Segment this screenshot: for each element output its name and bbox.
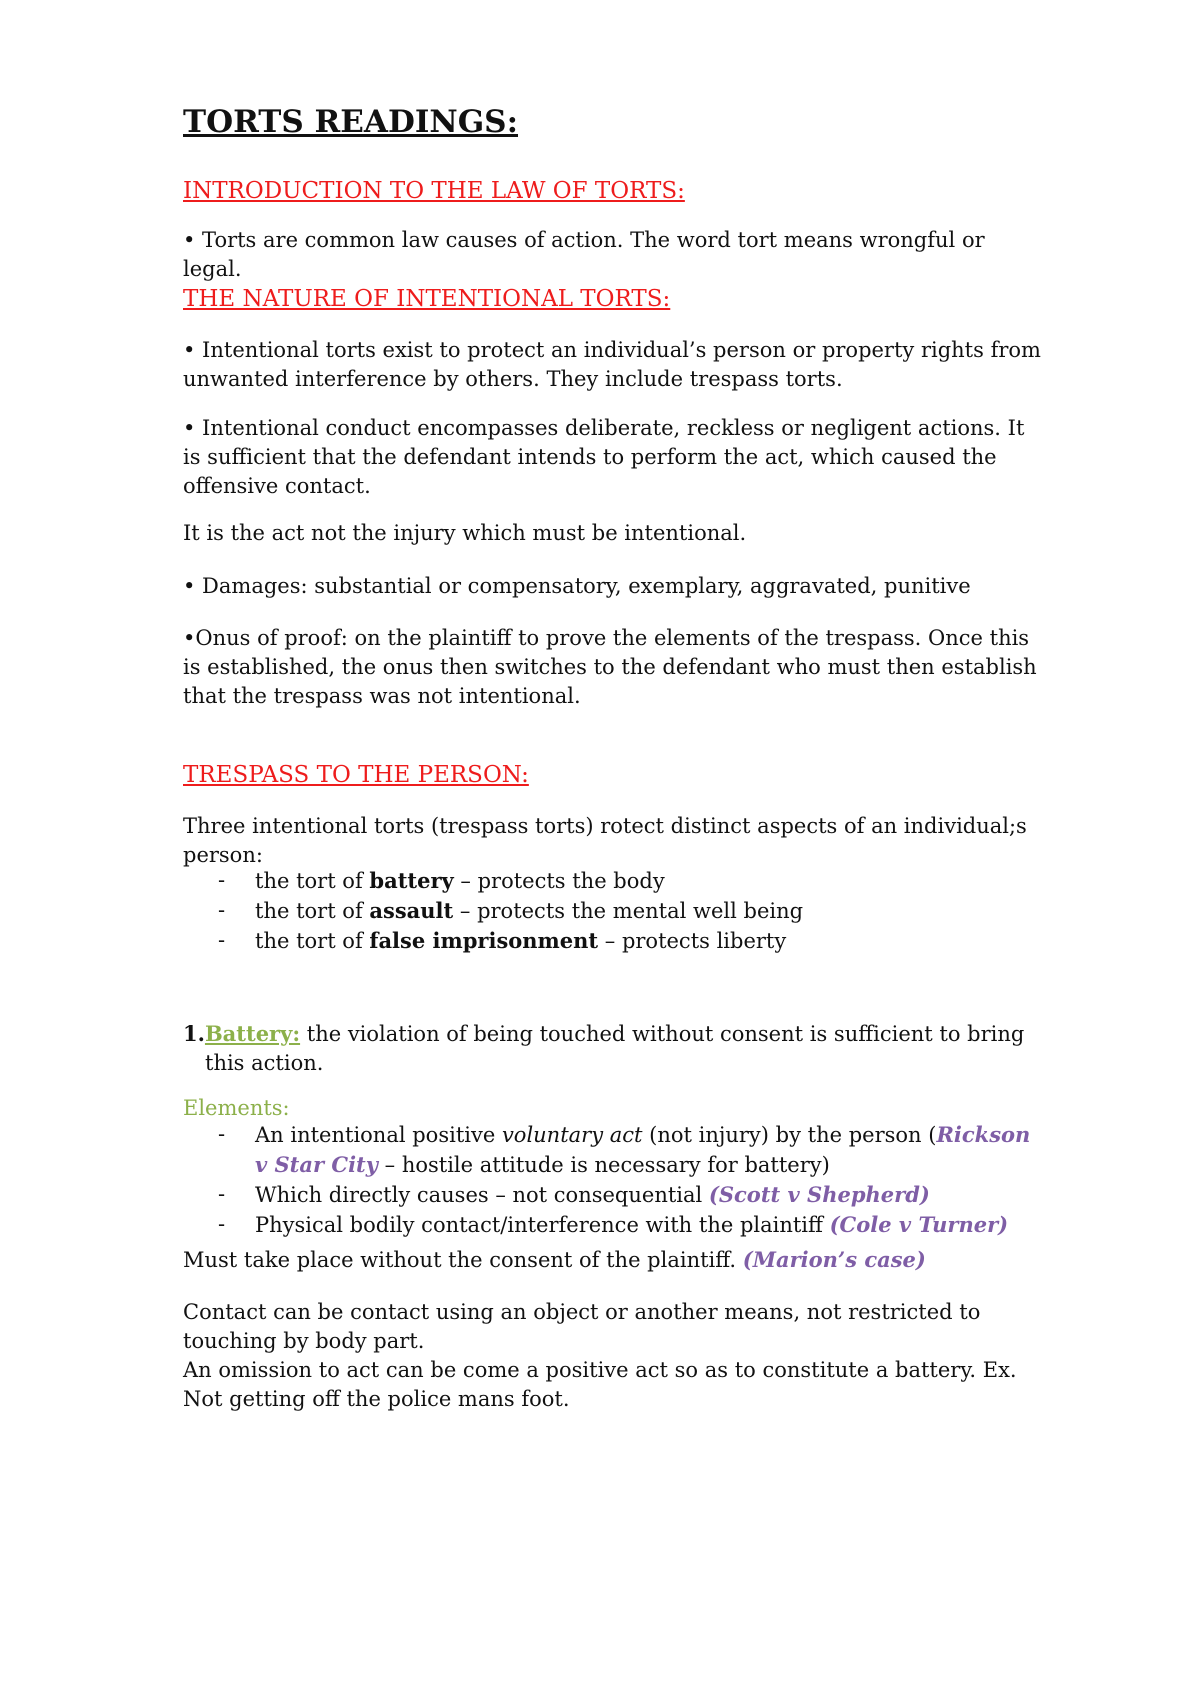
nature-paragraph-5: •Onus of proof: on the plaintiff to prove the elements of the trespass. Once this is established, the onus then switches to the defendant who must then establish that the trespass was not intentional. [183,626,1037,708]
nature-paragraph-3: It is the act not the injury which must be intentional. [183,521,747,545]
trespass-heading: TRESPASS TO THE PERSON: [183,762,529,788]
list-item: - the tort of false imprisonment – protects liberty [218,928,787,953]
list-item: - the tort of battery – protects the body [218,868,665,893]
list-item: - Which directly causes – not consequential (Scott v Shepherd) [218,1182,930,1207]
battery-definition: 1.Battery: the violation of being touched without consent is sufficient to bring this action. [183,1021,1025,1075]
battery-elements-list [218,1120,1043,1240]
intro-bullet: • Torts are common law causes of action. The word tort means wrongful or legal. [183,228,985,281]
trespass-tort-list [218,866,1043,956]
page-title: TORTS READINGS: [183,104,519,140]
elements-label: Elements: [183,1096,290,1120]
battery-number: 1. [183,1021,205,1046]
nature-paragraph-2: • Intentional conduct encompasses deliberate, reckless or negligent actions. It is sufficient that the defendant intends to perform the act, which caused the offensive contact. [183,416,1025,498]
contact-paragraph-2: An omission to act can be come a positive act so as to constitute a battery. Ex. Not getting off the police mans foot. [183,1358,1017,1411]
battery-term: Battery: [204,1021,301,1046]
case-citation: (Scott v Shepherd) [708,1182,930,1207]
list-item: - Physical bodily contact/interference with the plaintiff (Cole v Turner) [218,1212,1009,1237]
nature-paragraph-1: • Intentional torts exist to protect an individual’s person or property rights from unwanted interference by others. They include trespass torts. [183,338,1041,391]
consent-paragraph: Must take place without the consent of the plaintiff. (Marion’s case) [183,1247,926,1272]
intro-heading: INTRODUCTION TO THE LAW OF TORTS: [183,178,685,204]
case-citation: (Cole v Turner) [829,1212,1009,1237]
nature-paragraph-4: • Damages: substantial or compensatory, exemplary, aggravated, punitive [183,574,971,598]
case-citation: Rickson v Star City [255,1122,1031,1177]
nature-heading: THE NATURE OF INTENTIONAL TORTS: [183,286,671,312]
trespass-intro: Three intentional torts (trespass torts) rotect distinct aspects of an individual;s person: [183,814,1027,867]
list-item: - the tort of assault – protects the mental well being [218,898,804,923]
list-item: - An intentional positive voluntary act (not injury) by the person (Rickson v Star City – hostile attitude is necessary for battery) [218,1122,1031,1177]
case-citation: (Marion’s case) [742,1247,926,1272]
contact-paragraph-1: Contact can be contact using an object or another means, not restricted to touching by body part. [183,1300,981,1353]
